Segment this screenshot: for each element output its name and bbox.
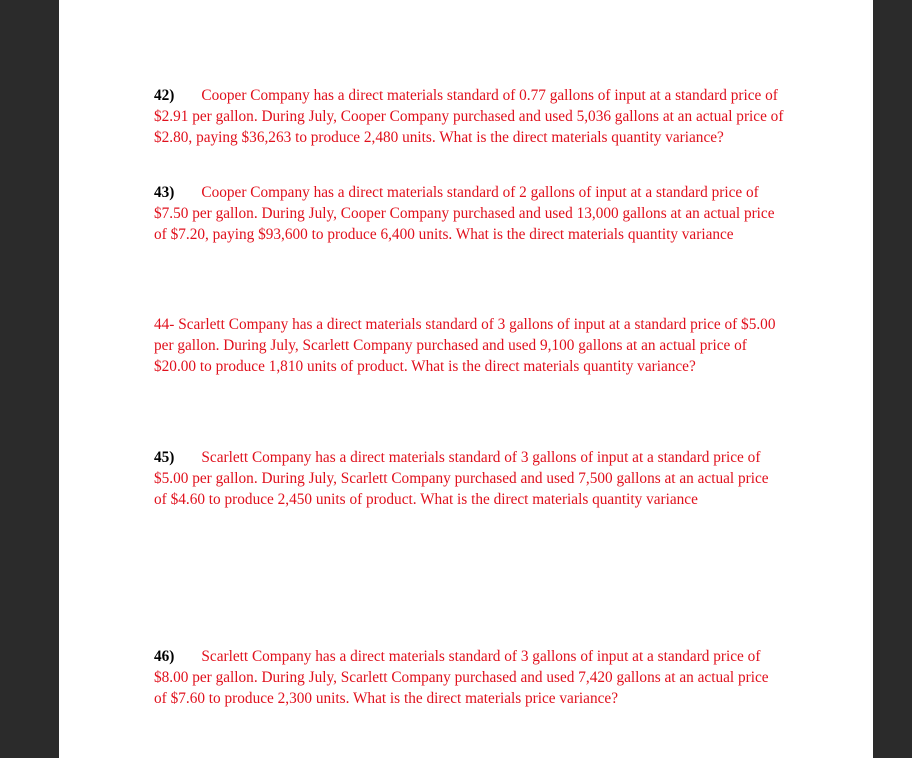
- question-46: [154, 646, 784, 709]
- question-45: [154, 447, 784, 510]
- question-text: 44- Scarlett Company has a direct materials standard of 3 gallons of input at a standard price of $5.00 per gallon. During July, Scarlett Company purchased and used 9,100 gallons at an actual price of $20.00 to produce 1,810 units of product. What is the direct materials quantity variance?: [154, 316, 776, 375]
- question-number: 43): [154, 184, 175, 201]
- question-text: Scarlett Company has a direct materials standard of 3 gallons of input at a standard price of $5.00 per gallon. During July, Scarlett Company purchased and used 7,500 gallons at an actual price of $4.60 to produce 2,450 units of product. What is the direct materials quantity variance: [154, 449, 769, 508]
- question-text: Cooper Company has a direct materials standard of 2 gallons of input at a standard price of $7.50 per gallon. During July, Cooper Company purchased and used 13,000 gallons at an actual price of $7.20, paying $93,600 to produce 6,400 units. What is the direct materials quantity variance: [154, 184, 775, 243]
- question-44: [154, 314, 784, 377]
- question-text: Scarlett Company has a direct materials standard of 3 gallons of input at a standard price of $8.00 per gallon. During July, Scarlett Company purchased and used 7,420 gallons at an actual price of $7.60 to produce 2,300 units. What is the direct materials price variance?: [154, 648, 769, 707]
- question-43: [154, 182, 784, 245]
- question-text: Cooper Company has a direct materials standard of 0.77 gallons of input at a standard price of $2.91 per gallon. During July, Cooper Company purchased and used 5,036 gallons at an actual price of $2.80, paying $36,263 to produce 2,480 units. What is the direct materials quantity variance?: [154, 87, 784, 146]
- question-42: [154, 85, 784, 148]
- document-page: [59, 0, 873, 758]
- question-number: 42): [154, 87, 175, 104]
- question-number: 45): [154, 449, 175, 466]
- question-number: 46): [154, 648, 175, 665]
